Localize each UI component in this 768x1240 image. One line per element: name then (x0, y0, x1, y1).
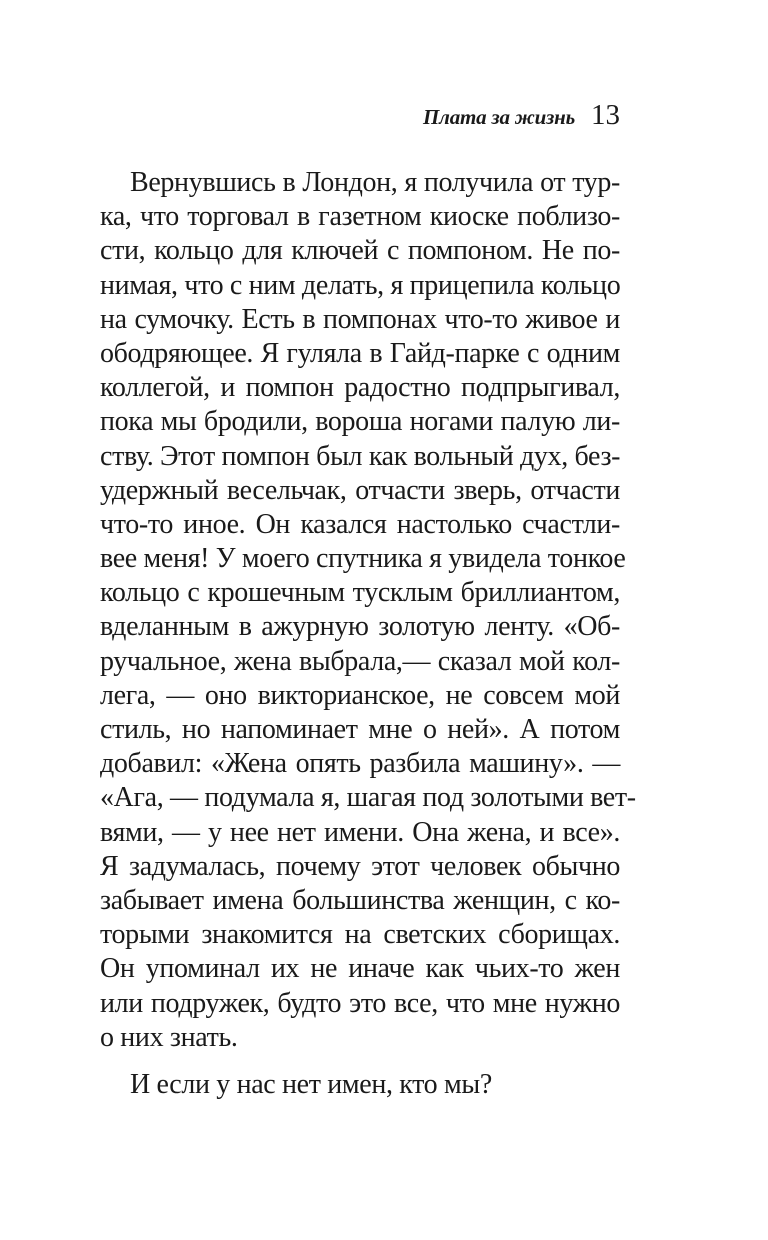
text-line: ободряющее. Я гуляла в Гайд-парке с одним (100, 337, 620, 369)
text-line: что-то иное. Он казался настолько счастли- (100, 508, 620, 540)
text-line: ручальное, жена выбрала,— сказал мой кол- (100, 645, 620, 677)
text-line: добавил: «Жена опять разбила машину». — (100, 748, 620, 780)
text-line: вями, — у нее нет имени. Она жена, и все». (100, 816, 620, 848)
text-line: Он упоминал их не иначе как чьих-то жен (100, 953, 620, 985)
paragraph (100, 1068, 620, 1102)
text-line: ству. Этот помпон был как вольный дух, без- (100, 440, 621, 472)
text-line: вделанным в ажурную золотую ленту. «Об- (100, 611, 620, 643)
text-line: на сумочку. Есть в помпонах что-то живое и (100, 303, 620, 335)
text-line: удержный весельчак, отчасти зверь, отчасти (100, 474, 620, 506)
page-number: 13 (591, 99, 620, 131)
body-text (100, 166, 636, 1102)
running-header (100, 99, 620, 139)
text-line: торыми знакомится на светских сборищах. (100, 919, 620, 951)
paragraph-spacer (100, 1055, 620, 1068)
text-line: или подружек, будто это все, что мне нужно (100, 987, 620, 1019)
text-line: вее меня! У моего спутника я увидела тонкое (100, 543, 626, 575)
text-line: ка, что торговал в газетном киоске поблизо- (100, 201, 620, 233)
running-title: Плата за жизнь (423, 105, 575, 129)
text-line: Я задумалась, почему этот человек обычно (100, 850, 620, 882)
text-line: «Ага, — подумала я, шагая под золотыми вет- (100, 782, 636, 814)
text-line: кольцо с крошечным тусклым бриллиантом, (100, 577, 620, 609)
text-line: о них знать. (100, 1021, 238, 1053)
text-line: сти, кольцо для ключей с помпоном. Не по- (100, 235, 620, 267)
text-line: И если у нас нет имен, кто мы? (130, 1068, 492, 1100)
text-line: лега, — оно викторианское, не совсем мой (100, 679, 620, 711)
text-line: Вернувшись в Лондон, я получила от тур- (130, 167, 620, 198)
text-line: коллегой, и помпон радостно подпрыгивал, (100, 372, 620, 404)
text-line: пока мы бродили, вороша ногами палую ли- (100, 406, 620, 438)
paragraph (100, 166, 636, 1055)
text-line: нимая, что с ним делать, я прицепила кольцо (100, 269, 621, 301)
text-line: забывает имена большинства женщин, с ко- (100, 884, 620, 916)
text-line: стиль, но напоминает мне о ней». А потом (100, 714, 620, 745)
